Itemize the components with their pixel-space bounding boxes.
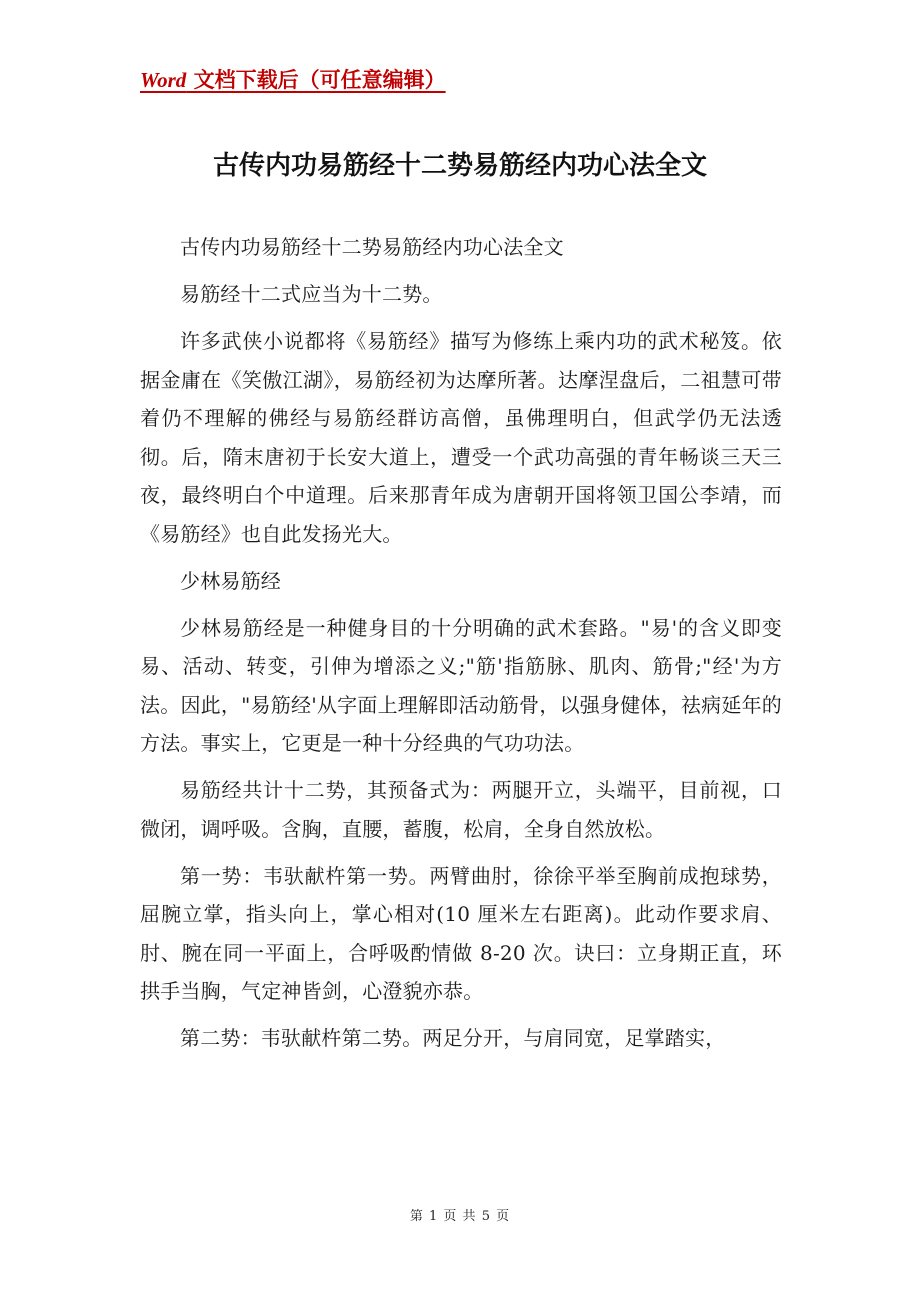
document-download-link[interactable] [140,66,446,94]
paragraph-posture-2: 第二势：韦驮献杵第二势。两足分开，与肩同宽，足掌踏实， [180,1026,726,1050]
paragraph-intro: 易筋经十二式应当为十二势。 [180,282,443,306]
paragraph-subtitle: 古传内功易筋经十二势易筋经内功心法全文 [180,235,564,259]
page-title: 古传内功易筋经十二势易筋经内功心法全文 [212,151,707,181]
paragraph-history: 许多武侠小说都将《易筋经》描写为修练上乘内功的武术秘笈。依据金庸在《笑傲江湖》，易筋经初为达摩所著。达摩涅盘后，二祖慧可带着仍不理解的佛经与易筋经群访高僧，虽佛理明白，但武学仍无法透彻。后，隋末唐初于长安大道上，遭受一个武功高强的青年畅谈三天三夜，最终明白个中道理。后来那青年成为唐朝开国将领卫国公李靖，而《易筋经》也自此发扬光大。 [140,329,782,546]
header-word-label: Word [140,68,187,92]
paragraph-posture-1: 第一势：韦驮献杵第一势。两臂曲肘，徐徐平举至胸前成抱球势，屈腕立掌，指头向上，掌心相对(10 厘米左右距离)。此动作要求肩、肘、腕在同一平面上，合呼吸酌情做 8-20 次。诀曰：立身期正直，环拱手当胸，气定神皆剑，心澄貌亦恭。 [140,863,782,1003]
paragraph-shaolin-description: 少林易筋经是一种健身目的十分明确的武术套路。"易'的含义即变易、活动、转变，引伸为增添之义;"筋'指筋脉、肌肉、筋骨;"经'为方法。因此，"易筋经'从字面上理解即活动筋骨，以强身健体，祛病延年的方法。事实上，它更是一种十分经典的气功功法。 [140,615,782,755]
header-label: 文档下载后（可任意编辑） [186,67,446,92]
document-body [140,228,782,1066]
section-heading-shaolin: 少林易筋经 [180,568,281,593]
page-footer: 第 1 页 共 5 页 [409,1209,511,1224]
paragraph-preparation: 易筋经共计十二势，其预备式为：两腿开立，头端平，目前视，口微闭，调呼吸。含胸，直腰，蓄腹，松肩，全身自然放松。 [140,778,782,841]
